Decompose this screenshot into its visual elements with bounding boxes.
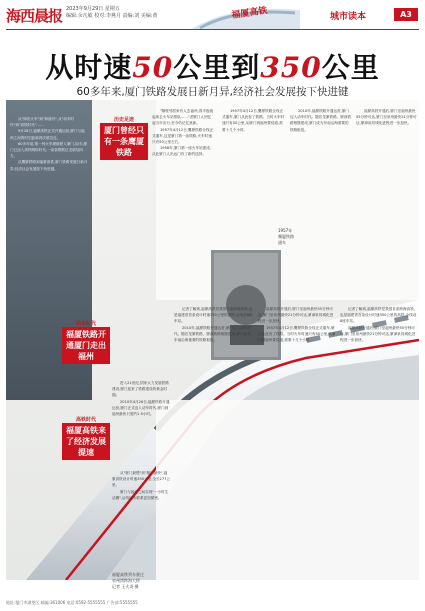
section-title: 厦门曾经只有一条鹰厦铁路 (100, 123, 148, 160)
section-name: 城市读本 (330, 12, 367, 22)
banner-title: 福厦高铁 (231, 6, 269, 21)
section-label: 动车时代 (75, 321, 96, 327)
body-paragraph: 2010年4月26日,福厦铁路开通运营,厦门正式迈入动车时代,厦门到福州最快只需约1.5小时。 (112, 399, 170, 417)
editor-line: 编辑:余凡敏 校对:李燕月 责编:刘 美编:黄 (66, 13, 158, 19)
footer: 地址:厦门市湖里区 邮编:361006 电话:0592-5555555 广告部:5555555 (6, 600, 138, 605)
body-column (340, 306, 418, 576)
intro-paragraph: 9月28日,福厦高铁正式开通运营,厦门与福州之间的时空距离再次被拉近。 (10, 129, 85, 140)
headline-part: 公里到 (173, 51, 261, 84)
body-column (174, 306, 254, 576)
section-history (100, 116, 148, 160)
date-line: 2023年9月29日 星期五 (66, 6, 120, 12)
photo-caption: 福厦高铁列车驶过 泉州湾跨海大桥 记者 王火炎 摄 (112, 572, 144, 589)
section-high-speed-text (112, 470, 170, 570)
section-bullet-train-text (112, 380, 170, 460)
body-paragraph: 福厦高铁开通后,厦门至福州最快55分钟可达,厦门至泉州最快21分钟可达,厦漳泉同城化进程进一步加快。 (258, 307, 334, 324)
body-column (222, 108, 286, 153)
section-bullet-train (62, 320, 110, 364)
section-label: 高铁时代 (75, 417, 96, 423)
section-history-text (152, 108, 214, 203)
banner-train-art (190, 0, 300, 30)
body-paragraph: 1958年,厦门第一座火车站建成,从此厦门人出远门有了新的选择。 (152, 146, 211, 157)
historic-photo-caption: 1957年 鹰厦铁路 通车 (278, 228, 294, 245)
intro-paragraph: 从"绿皮火车"到"和谐号",从"动车时代"到"高铁时代"…… (10, 117, 75, 128)
headline (0, 46, 425, 86)
body-paragraph: 进入21世纪,国家大力发展铁路建设,厦门迎来了铁路建设的黄金时期。 (112, 381, 169, 398)
header-rule (6, 29, 419, 30)
section-title: 福厦铁路开通厦门走出福州 (62, 327, 110, 364)
body-paragraph: 记者了解到,福厦高铁是我国首条跨海高铁,也是福建省首条设计时速350公里的高铁,全线设8座车站。 (340, 307, 417, 324)
dateline (66, 6, 158, 20)
page-tag: A3 (394, 8, 418, 21)
intro-paragraph: 60多年前,第一列火车缓缓驶入厦门,如今,厦门已迈入高铁网络时代,一条条钢铁巨龙联结四方。 (10, 141, 88, 159)
body-column (356, 108, 418, 203)
body-paragraph: "隔壁邻居家有人去福州,得半夜就起床去火车站排队……"老厦门人回忆起当年出行,至今仍记忆犹新。 (152, 109, 214, 126)
body-paragraph: 从"厦门最慢"到"厦门最快",福厦高铁设计时速350公里,全长277公里。 (112, 471, 170, 488)
masthead (0, 0, 425, 30)
body-paragraph: 2010年,福厦铁路开通运营,厦门迈入动车时代。随后龙厦铁路、厦深铁路相继建成,厦门成为东南沿海重要的铁路枢纽。 (174, 325, 251, 343)
body-paragraph: 1957年4月12日,鹰厦铁路全线正式通车,厦门从此有了铁路。当时火车时速只有50公里,从厦门到福州要绕道,需要十几个小时。 (222, 109, 285, 132)
body-paragraph: 记者了解到,福厦高铁是我国首条跨海高铁,也是福建省首条设计时速350公里的高铁,全线设8座车站。 (174, 307, 253, 324)
headline-number: 50 (132, 51, 174, 84)
body-paragraph: 福厦高铁开通后,厦门至福州最快55分钟可达,厦门至泉州最快21分钟可达,厦漳泉同城化进程进一步加快。 (356, 109, 417, 126)
body-paragraph: 1957年4月12日,鹰厦铁路全线正式通车,这是厦门第一条铁路,火车时速只有50公里左右。 (152, 127, 214, 145)
headline-number: 350 (260, 51, 322, 84)
body-paragraph: 2010年,福厦铁路开通运营,厦门迈入动车时代。随后龙厦铁路、厦深铁路相继建成,厦门成为东南沿海重要的铁路枢纽。 (290, 109, 352, 132)
headline-part: 从时速 (45, 51, 133, 84)
section-title: 福厦高铁来了经济发展提速 (62, 423, 110, 460)
body-column (258, 306, 336, 576)
intro-paragraph: 从鹰厦铁路到福厦高铁,厦门铁路发展日新月异,经济社会发展按下快进键。 (10, 160, 88, 171)
body-paragraph: 1957年4月12日,鹰厦铁路全线正式通车,厦门从此有了铁路。当时火车时速只有50公里,从厦门到福州要绕道,需要十几个小时。 (258, 325, 336, 343)
body-column (290, 108, 352, 203)
section-label: 历史足迹 (113, 117, 134, 123)
body-paragraph: 福厦高铁开通后,厦门至福州最快55分钟可达,厦门至泉州最快21分钟可达,厦漳泉同城化进程进一步加快。 (340, 325, 416, 343)
newspaper-logo: 海西晨报 (6, 7, 63, 25)
intro-text (10, 116, 88, 296)
subheadline: 60多年来,厦门铁路发展日新月异,经济社会发展按下快进键 (76, 86, 349, 98)
headline-part: 公里 (321, 51, 380, 84)
section-high-speed (62, 416, 110, 460)
body-paragraph: 厦门与福州之间实现"一小时生活圈",沿线城市联系更加紧密。 (112, 489, 169, 500)
